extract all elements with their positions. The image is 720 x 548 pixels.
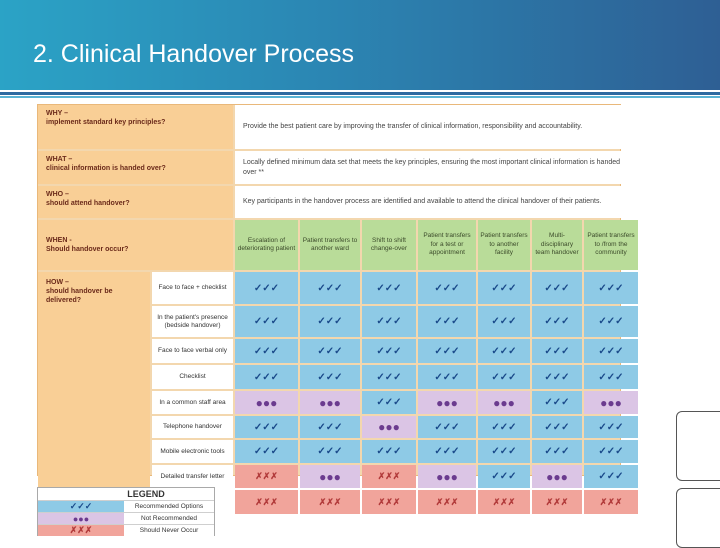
not-recommended-mark: ●●● <box>532 465 582 488</box>
recommended-mark: ✓✓✓ <box>418 416 476 438</box>
not-recommended-mark: ●●● <box>235 391 298 414</box>
why-answer: Provide the best patient care by improving the transfer of clinical information, responsibility and accountability. <box>235 105 638 149</box>
when-column-header: Patient transfers to another ward <box>300 220 360 270</box>
recommended-mark: ✓✓✓ <box>235 440 298 463</box>
handover-mode-label: In a common staff area <box>152 391 233 414</box>
not-recommended-mark: ●●● <box>418 465 476 488</box>
not-recommended-mark: ●●● <box>362 416 416 438</box>
header-rule <box>0 92 720 95</box>
not-recommended-mark: ●●● <box>478 391 530 414</box>
recommended-mark: ✓✓✓ <box>478 339 530 363</box>
handover-mode-label: In the patient's presence (bedside handover) <box>152 306 233 337</box>
legend-symbol: ●●● <box>38 513 124 524</box>
how-question: HOW – should handover be delivered? <box>38 272 150 514</box>
not-recommended-mark: ●●● <box>300 465 360 488</box>
recommended-mark: ✓✓✓ <box>300 440 360 463</box>
not-recommended-mark: ●●● <box>418 391 476 414</box>
recommended-mark: ✓✓✓ <box>532 416 582 438</box>
recommended-mark: ✓✓✓ <box>362 365 416 389</box>
never-mark: ✗✗✗ <box>300 490 360 514</box>
recommended-mark: ✓✓✓ <box>532 365 582 389</box>
recommended-mark: ✓✓✓ <box>584 416 638 438</box>
recommended-mark: ✓✓✓ <box>532 272 582 304</box>
never-mark: ✗✗✗ <box>235 465 298 488</box>
recommended-mark: ✓✓✓ <box>235 339 298 363</box>
never-mark: ✗✗✗ <box>235 490 298 514</box>
recommended-mark: ✓✓✓ <box>478 272 530 304</box>
recommended-mark: ✓✓✓ <box>235 416 298 438</box>
handover-mode-label: Detailed transfer letter <box>152 465 233 488</box>
never-mark: ✗✗✗ <box>362 465 416 488</box>
recommended-mark: ✓✓✓ <box>584 440 638 463</box>
recommended-mark: ✓✓✓ <box>300 306 360 337</box>
legend-symbol: ✗✗✗ <box>38 525 124 536</box>
recommended-mark: ✓✓✓ <box>478 365 530 389</box>
never-mark: ✗✗✗ <box>478 490 530 514</box>
who-question: WHO – should attend handover? <box>38 186 233 218</box>
recommended-mark: ✓✓✓ <box>532 339 582 363</box>
slide-title: 2. Clinical Handover Process <box>33 40 354 68</box>
title-banner <box>0 0 720 90</box>
recommended-mark: ✓✓✓ <box>478 465 530 488</box>
when-column-header: Shift to shift change-over <box>362 220 416 270</box>
never-mark: ✗✗✗ <box>418 490 476 514</box>
who-answer: Key participants in the handover process are identified and available to attend the clinical handover of their patients. <box>235 186 638 218</box>
never-mark: ✗✗✗ <box>584 490 638 514</box>
recommended-mark: ✓✓✓ <box>235 365 298 389</box>
never-mark: ✗✗✗ <box>362 490 416 514</box>
recommended-mark: ✓✓✓ <box>362 391 416 414</box>
not-recommended-mark: ●●● <box>300 391 360 414</box>
handover-mode-label: Mobile electronic tools <box>152 440 233 463</box>
legend-row <box>38 524 214 536</box>
handover-mode-label: Checklist <box>152 365 233 389</box>
recommended-mark: ✓✓✓ <box>418 272 476 304</box>
not-recommended-mark: ●●● <box>584 391 638 414</box>
legend-row <box>38 500 214 512</box>
recommended-mark: ✓✓✓ <box>532 306 582 337</box>
recommended-mark: ✓✓✓ <box>235 272 298 304</box>
recommended-mark: ✓✓✓ <box>418 365 476 389</box>
recommended-mark: ✓✓✓ <box>362 306 416 337</box>
legend-symbol: ✓✓✓ <box>38 501 124 512</box>
when-column-header: Patient transfers to another facility <box>478 220 530 270</box>
recommended-mark: ✓✓✓ <box>235 306 298 337</box>
header-rule-light <box>0 96 720 98</box>
legend-title: LEGEND <box>127 489 165 499</box>
when-column-header: Escalation of deteriorating patient <box>235 220 298 270</box>
recommended-mark: ✓✓✓ <box>418 440 476 463</box>
never-mark: ✗✗✗ <box>532 490 582 514</box>
recommended-mark: ✓✓✓ <box>478 306 530 337</box>
when-column-header: Patient transfers for a test or appointment <box>418 220 476 270</box>
when-column-header: Multi-disciplinary team handover <box>532 220 582 270</box>
what-answer: Locally defined minimum data set that meets the key principles, ensuring the most important clinical information is handed over ** <box>235 151 638 184</box>
recommended-mark: ✓✓✓ <box>362 272 416 304</box>
recommended-mark: ✓✓✓ <box>532 391 582 414</box>
recommended-mark: ✓✓✓ <box>300 272 360 304</box>
recommended-mark: ✓✓✓ <box>584 365 638 389</box>
legend-label: Recommended Options <box>124 501 214 512</box>
recommended-mark: ✓✓✓ <box>362 339 416 363</box>
decorative-frame <box>676 411 720 481</box>
what-question: WHAT – clinical information is handed over? <box>38 151 233 184</box>
legend <box>37 487 215 536</box>
handover-mode-label: Face to face verbal only <box>152 339 233 363</box>
when-question: WHEN - Should handover occur? <box>38 220 233 270</box>
recommended-mark: ✓✓✓ <box>478 440 530 463</box>
recommended-mark: ✓✓✓ <box>584 306 638 337</box>
recommended-mark: ✓✓✓ <box>478 416 530 438</box>
recommended-mark: ✓✓✓ <box>584 339 638 363</box>
recommended-mark: ✓✓✓ <box>418 306 476 337</box>
recommended-mark: ✓✓✓ <box>300 416 360 438</box>
recommended-mark: ✓✓✓ <box>418 339 476 363</box>
handover-mode-label: Telephone handover <box>152 416 233 438</box>
decorative-frame <box>676 488 720 548</box>
when-column-header: Patient transfers to /from the community <box>584 220 638 270</box>
legend-row <box>38 512 214 524</box>
legend-label: Should Never Occur <box>124 525 214 536</box>
recommended-mark: ✓✓✓ <box>532 440 582 463</box>
recommended-mark: ✓✓✓ <box>584 272 638 304</box>
handover-mode-label: Face to face + checklist <box>152 272 233 304</box>
recommended-mark: ✓✓✓ <box>362 440 416 463</box>
why-question: WHY – implement standard key principles? <box>38 105 233 149</box>
legend-label: Not Recommended <box>124 513 214 524</box>
recommended-mark: ✓✓✓ <box>300 365 360 389</box>
recommended-mark: ✓✓✓ <box>300 339 360 363</box>
recommended-mark: ✓✓✓ <box>584 465 638 488</box>
